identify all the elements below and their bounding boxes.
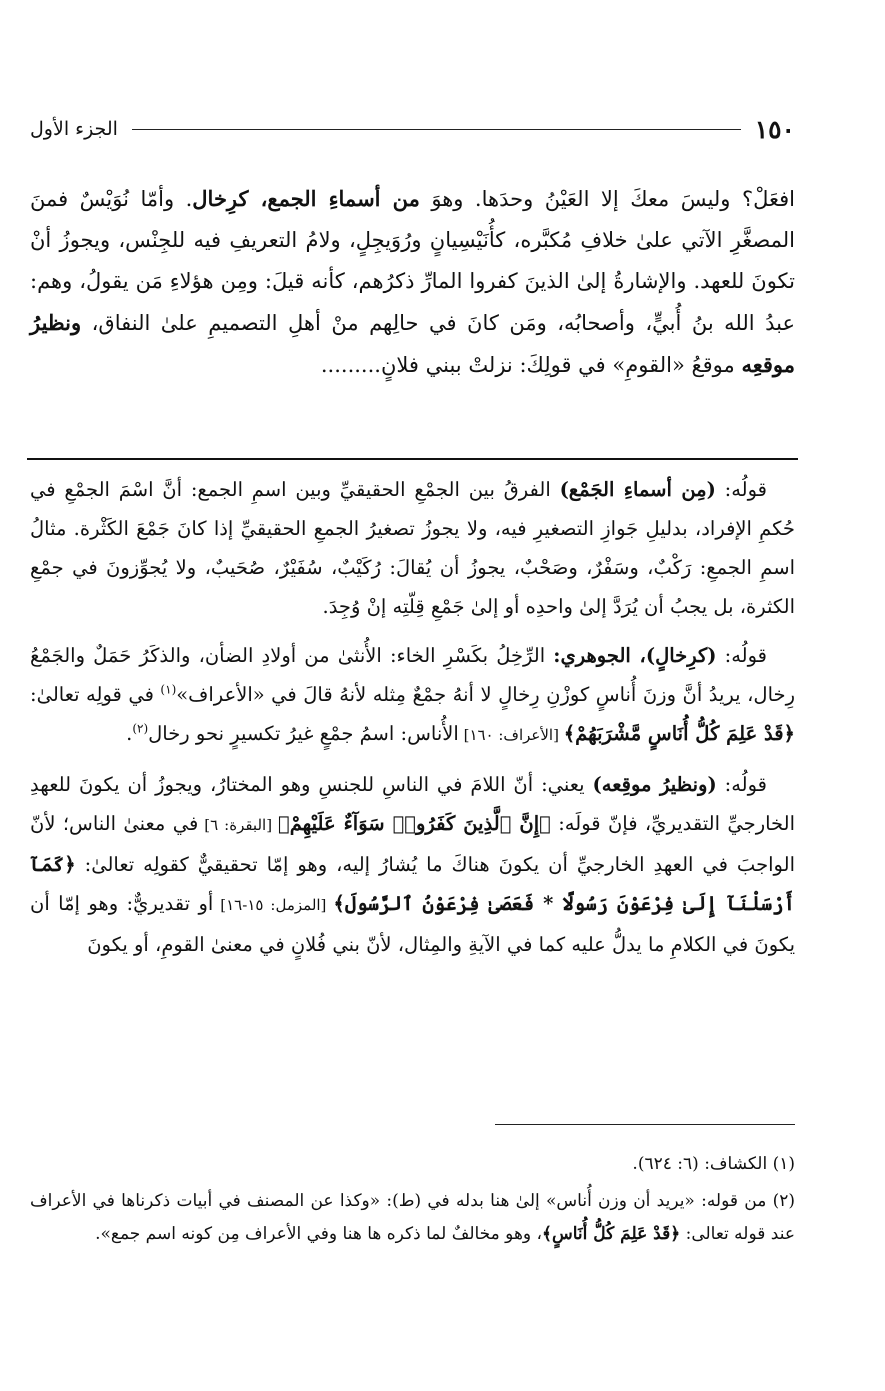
main-text-divider — [27, 458, 798, 460]
quran-verse: ﴿كَمَآ أَرْسَلْنَآ إِلَىٰ فِرْعَوْنَ رَسُولًا * فَعَصَىٰ فِرْعَوْنُ ٱلرَّسُولَ﴾ — [30, 853, 795, 915]
main-text-bold: من أسماءِ الجمع، كرِخال — [192, 186, 420, 211]
main-text — [30, 178, 795, 386]
main-text-part: . وأمّا نُوَيْسٌ فمنَ المصغَّرِ الآتي علىٰ خلافِ مُكبَّره، كأُنَيْسِيانٍ ورُوَيجِلٍ، ولامُ التعريفِ فيه للجِنْس، ويجوزُ أنْ تكونَ للعهد. والإشارةُ إلىٰ الذينَ كفروا المارِّ ذكرُهم، كأنه قيلَ: ومِن هؤلاءِ مَن يقولُ، وهم: عبدُ الله بنُ أُبيٍّ، وأصحابُه، ومَن كانَ في حالِهم منْ أهلِ التصميمِ علىٰ النفاق، — [30, 187, 795, 335]
commentary-text: في معنىٰ الناس؛ لأنّ الواجبَ في العهدِ الخارجيِّ أن يكونَ هناكَ ما يُشارُ إليه، وهو إمّا تحقيقيٌّ كقولِه تعالىٰ: — [30, 812, 795, 876]
commentary-lead: قولُه: — [715, 478, 768, 501]
commentary-text: أو تقديريٌّ: وهو إمّا أن يكونَ في الكلامِ ما يدلُّ عليه كما في الآيةِ والمِثال، لأنّ بني فُلانٍ في معنىٰ القومِ، أو يكونَ — [30, 892, 795, 956]
commentary-paragraph-1 — [30, 470, 795, 626]
commentary-text: . — [126, 722, 133, 745]
commentary-lead: قولُه: — [716, 644, 767, 667]
footnote-2 — [30, 1185, 795, 1251]
footnote-marker: (١) — [160, 682, 177, 697]
commentary-heading: (ونظيرُ موقِعه) — [592, 773, 717, 796]
page-header — [30, 112, 795, 146]
main-text-bold: ونظيرُ موقعِه — [30, 310, 795, 377]
footnote-text: (٢) من قوله: «يريد أن وزن أُناس» إلىٰ هنا بدله في (ط): «وكذا عن المصنف في أبيات ذكرناها في الأعراف عند قوله تعالى: — [30, 1191, 795, 1244]
commentary-heading: (مِن أسماءِ الجَمْع) — [559, 478, 716, 501]
footnote-text: ، وهو مخالفٌ لما ذكره ها هنا وفي الأعراف مِن كونه اسم جمع». — [95, 1224, 543, 1244]
quran-verse: ﴿قَدْ عَلِمَ كُلُّ أُنَاسٍ﴾ — [542, 1224, 681, 1244]
main-paragraph — [30, 178, 795, 386]
book-page — [30, 0, 795, 1391]
commentary — [30, 470, 795, 974]
commentary-heading: (كرِخالٍ)، الجوهري: — [553, 644, 717, 667]
commentary-text: الأُناس: اسمُ جمْعٍ غيرُ تكسيرٍ نحو رخال — [148, 722, 459, 745]
footnotes — [30, 1148, 795, 1255]
main-text-part: موقعُ «القومِ» في قولِكَ: نزلتْ ببني فلانٍ......... — [320, 353, 742, 377]
commentary-paragraph-2 — [30, 636, 795, 755]
footnote-divider — [495, 1124, 795, 1125]
commentary-text: في قولِه تعالىٰ: — [30, 683, 161, 706]
footnote-1: (١) الكشاف: (٦: ٦٢٤). — [632, 1154, 795, 1174]
running-title: الجزء الأول — [30, 118, 118, 140]
header-rule — [132, 129, 741, 130]
page-number: ١٥٠ — [754, 114, 795, 144]
commentary-lead: قولُه: — [716, 773, 767, 796]
verse-reference: [المزمل: ١٥-١٦] — [213, 896, 334, 914]
quran-verse: ﴿إِنَّ ٱلَّذِينَ كَفَرُوا۟ سَوَآءٌ عَلَيْهِمْ﴾ — [278, 812, 551, 835]
footnote-marker: (٢) — [132, 721, 149, 736]
commentary-paragraph-3 — [30, 765, 795, 964]
commentary-text: يعني: أنّ اللامَ في الناسِ للجنسِ وهو المختارُ، ويجوزُ أن يكونَ للعهدِ الخارجيِّ التقديريِّ، فإنّ قولَه: — [30, 773, 795, 835]
verse-reference: [البقرة: ٦] — [198, 816, 278, 834]
verse-reference: [الأعراف: ١٦٠] — [458, 726, 564, 744]
quran-verse: ﴿قَدْ عَلِمَ كُلُّ أُنَاسٍ مَّشْرَبَهُمْ﴾ — [563, 722, 795, 745]
main-text-part: افعَلْ؟ وليسَ معكَ إلا العَيْنُ وحدَها. وهوَ — [419, 187, 795, 211]
commentary-text: الرِّخِلُ بكَسْرِ الخاء: الأُنثىٰ من أولادِ الضأن، والذكَرُ حَمَلٌ والجَمْعُ رِخال، يريدُ أنَّ وزنَ أُناسٍ كوزْنِ رِخالٍ لا أنهُ جمْعٌ مِثله لأنهُ قالَ في «الأعراف» — [30, 644, 795, 706]
commentary-text: الفرقُ بين الجمْعِ الحقيقيِّ وبين اسمِ الجمع: أنَّ اسْمَ الجمْعِ في حُكمِ الإفراد، بدليلِ جَوازِ التصغيرِ فيه، ولا يجوزُ تصغيرُ الجمعِ الحقيقيِّ إذا كانَ جَمْعَ الكَثْرة. مثالُ اسمِ الجمعِ: رَكْبٌ، وسَفْرٌ، وصَحْبٌ، يجوزُ أن يُقالَ: رُكَيْبٌ، سُفَيْرٌ، صُحَيبٌ، ولا يُجوِّزونَ في جمْعِ الكثرة، بل يجبُ أن يُرَدَّ إلىٰ واحدِه أو إلىٰ جَمْعِ قِلّتِه إنْ وُجِدَ. — [30, 478, 795, 618]
